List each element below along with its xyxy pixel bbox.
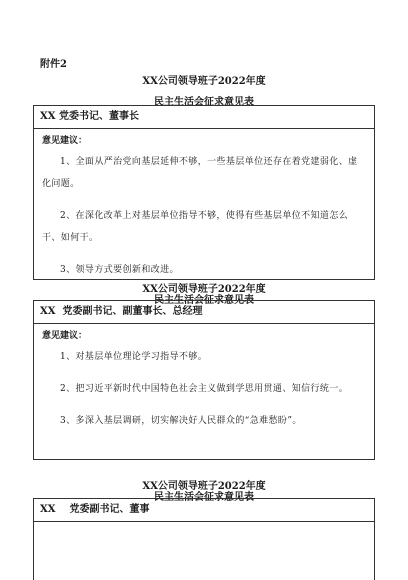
- opinion-item: 1、全面从严治党向基层延伸不够，一些基层单位还存在着党建弱化、虚化问题。: [42, 157, 358, 189]
- opinion-item: 1、对基层单位理论学习指导不够。: [60, 352, 208, 362]
- opinion-item: 3、多深入基层调研，切实解决好人民群众的“急难愁盼”。: [60, 416, 302, 426]
- role-cell: XX 党委副书记、董事: [34, 499, 374, 522]
- opinion-item: 2、在深化改革上对基层单位指导不够，使得有些基层单位不知道怎么干、如何干。: [42, 211, 349, 243]
- opinion-item: 3、领导方式要创新和改进。: [60, 265, 179, 275]
- form-title-line2: 民主生活会征求意见表: [154, 492, 254, 503]
- opinion-form-table: [33, 300, 375, 460]
- opinion-cell: [34, 324, 374, 432]
- opinion-form-table: [33, 105, 375, 280]
- opinion-item: 2、把习近平新时代中国特色社会主义做到学思用贯通、知信行统一。: [60, 384, 349, 394]
- opinion-label: 意见建议：: [42, 136, 88, 146]
- opinion-form-table: [33, 498, 375, 580]
- role-cell: XX 党委副书记、副董事长、总经理: [34, 301, 374, 324]
- opinion-label: 意见建议：: [42, 331, 88, 341]
- attachment-label: 附件2: [40, 59, 67, 70]
- form-title-line2: 民主生活会征求意见表: [154, 97, 254, 108]
- opinion-cell: [34, 129, 374, 281]
- role-cell: XX 党委书记、董事长: [34, 106, 374, 129]
- form-title-line1: XX公司领导班子2022年度: [142, 481, 266, 492]
- form-title-line1: XX公司领导班子2022年度: [142, 284, 266, 295]
- form-title-line1: XX公司领导班子2022年度: [142, 76, 266, 87]
- form-title-line2: 民主生活会征求意见表: [154, 295, 254, 306]
